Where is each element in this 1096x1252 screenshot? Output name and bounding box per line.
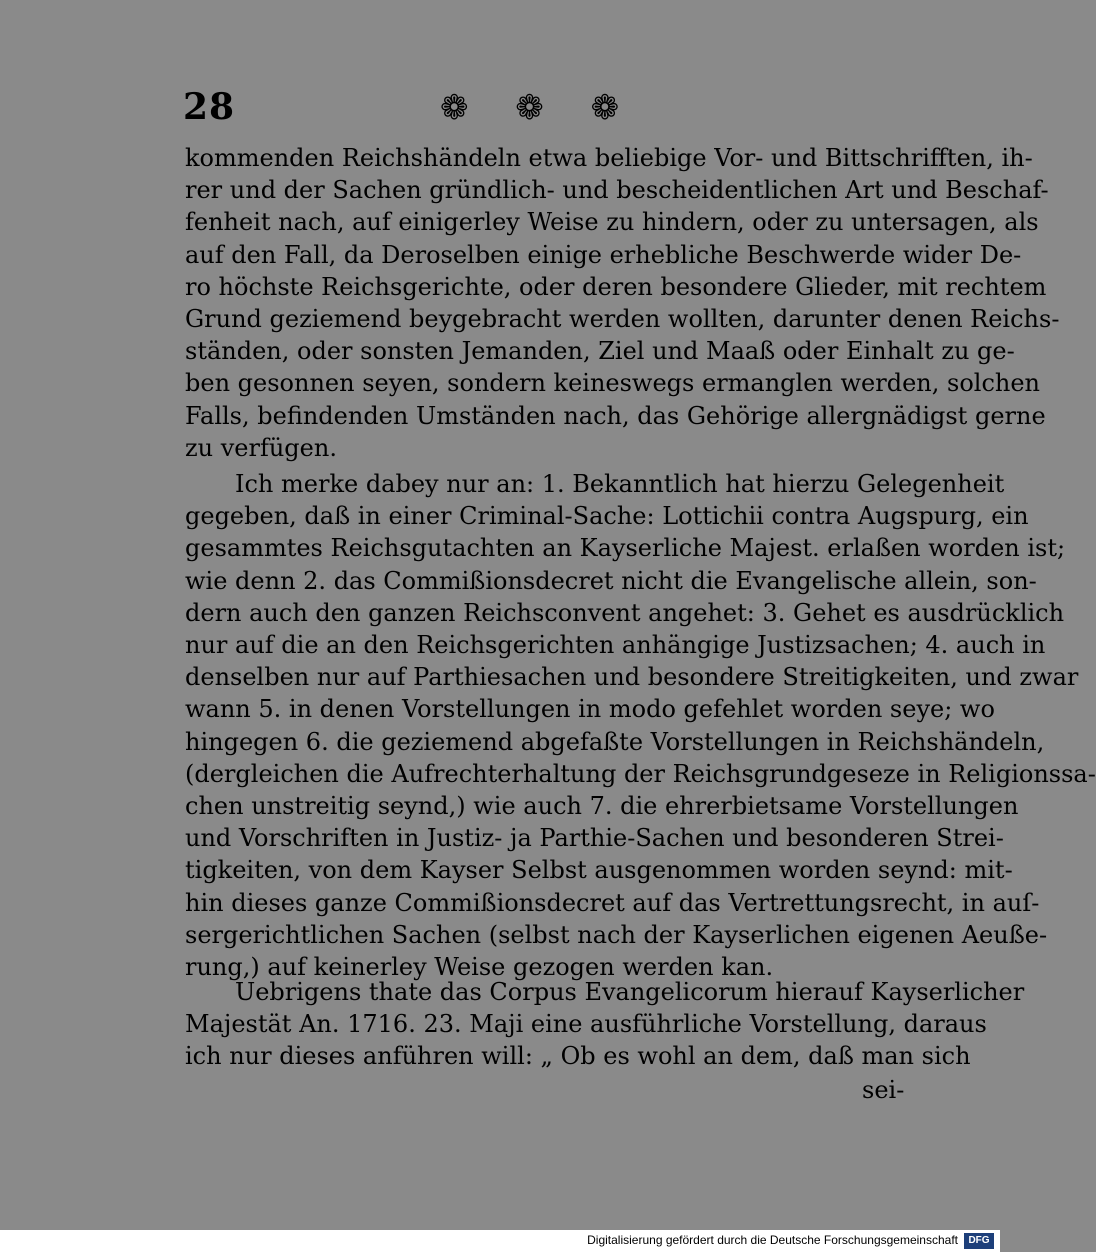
text-line: wie denn 2. das Commißionsdecret nicht die Evangelische allein, son-: [185, 566, 1037, 595]
text-line: nur auf die an den Reichsgerichten anhängige Justizsachen; 4. auch in: [185, 631, 1046, 660]
footer-credit: Digitalisierung gefördert durch die Deutsche Forschungsgemeinschaft: [587, 1233, 958, 1247]
text-line: sergerichtlichen Sachen (selbst nach der Kayserlichen eigenen Aeuße-: [185, 920, 1048, 949]
text-line: ro höchste Reichsgerichte, oder deren besondere Glieder, mit rechtem: [185, 272, 1047, 301]
text-line: hingegen 6. die geziemend abgefaßte Vorstellungen in Reichshändeln,: [185, 727, 1045, 756]
text-line: ständen, oder sonsten Jemanden, Ziel und Maaß oder Einhalt zu ge-: [185, 337, 1015, 366]
text-line: rung,) auf keinerley Weise gezogen werden kan.: [185, 953, 774, 982]
paragraph-3: [185, 976, 1025, 1073]
paragraph-1: [185, 142, 1060, 464]
footer-bar: [0, 1230, 1000, 1252]
text-line: auf den Fall, da Deroselben einige erhebliche Beschwerde wider De-: [185, 240, 1022, 269]
text-line: denselben nur auf Parthiesachen und besondere Streitigkeiten, und zwar: [185, 663, 1079, 692]
page-number: 28: [183, 86, 236, 128]
text-line: kommenden Reichshändeln etwa beliebige Vor- und Bittschrifften, ih-: [185, 144, 1033, 172]
text-line: dern auch den ganzen Reichsconvent angehet: 3. Gehet es ausdrücklich: [185, 598, 1065, 627]
text-line: Grund geziemend beygebracht werden wollten, darunter denen Reichs-: [185, 305, 1060, 334]
text-line: fenheit nach, auf einigerley Weise zu hindern, oder zu untersagen, als: [185, 208, 1039, 237]
text-line: hin dieses ganze Commißionsdecret auf das Vertrettungsrecht, in auſ-: [185, 888, 1040, 917]
text-line: ben gesonnen seyen, sondern keineswegs ermanglen werden, solchen: [185, 369, 1041, 398]
text-line: zu verfügen.: [185, 433, 337, 462]
text-line: tigkeiten, von dem Kayser Selbst ausgenommen worden seynd: mit-: [185, 856, 1013, 885]
text-line: gegeben, daß in einer Criminal-Sache: Lottichii contra Augspurg, ein: [185, 502, 1029, 531]
text-line: ich nur dieses anführen will: „ Ob es wohl an dem, daß man sich: [185, 1042, 971, 1071]
paragraph-2: [185, 468, 1096, 983]
text-line: und Vorschriften in Justiz- ja Parthie-Sachen und besonderen Strei-: [185, 824, 1004, 853]
text-line: wann 5. in denen Vorstellungen in modo gefehlet worden seye; wo: [185, 695, 995, 724]
dfg-logo-icon: DFG: [964, 1233, 994, 1249]
catchword: sei-: [862, 1076, 905, 1104]
text-line: rer und der Sachen gründlich- und bescheidentlichen Art und Beschaf-: [185, 176, 1049, 205]
text-line: Majestät An. 1716. 23. Maji eine ausführliche Vorstellung, daraus: [185, 1010, 987, 1039]
text-line: Uebrigens thate das Corpus Evangelicorum hierauf Kayserlicher: [235, 978, 1025, 1006]
text-line: gesammtes Reichsgutachten an Kayserliche Majest. erlaßen worden ist;: [185, 534, 1066, 563]
text-line: Ich merke dabey nur an: 1. Bekanntlich hat hierzu Gelegenheit: [235, 470, 1005, 498]
text-line: chen unstreitig seynd,) wie auch 7. die ehrerbietsame Vorstellungen: [185, 792, 1019, 821]
text-line: (dergleichen die Aufrechterhaltung der Reichsgrundgeseze in Religionssa-: [185, 759, 1096, 788]
ornament-decoration: ❁ ❁ ❁: [440, 88, 638, 128]
text-line: Falls, befindenden Umständen nach, das Gehörige allergnädigst gerne: [185, 401, 1046, 430]
